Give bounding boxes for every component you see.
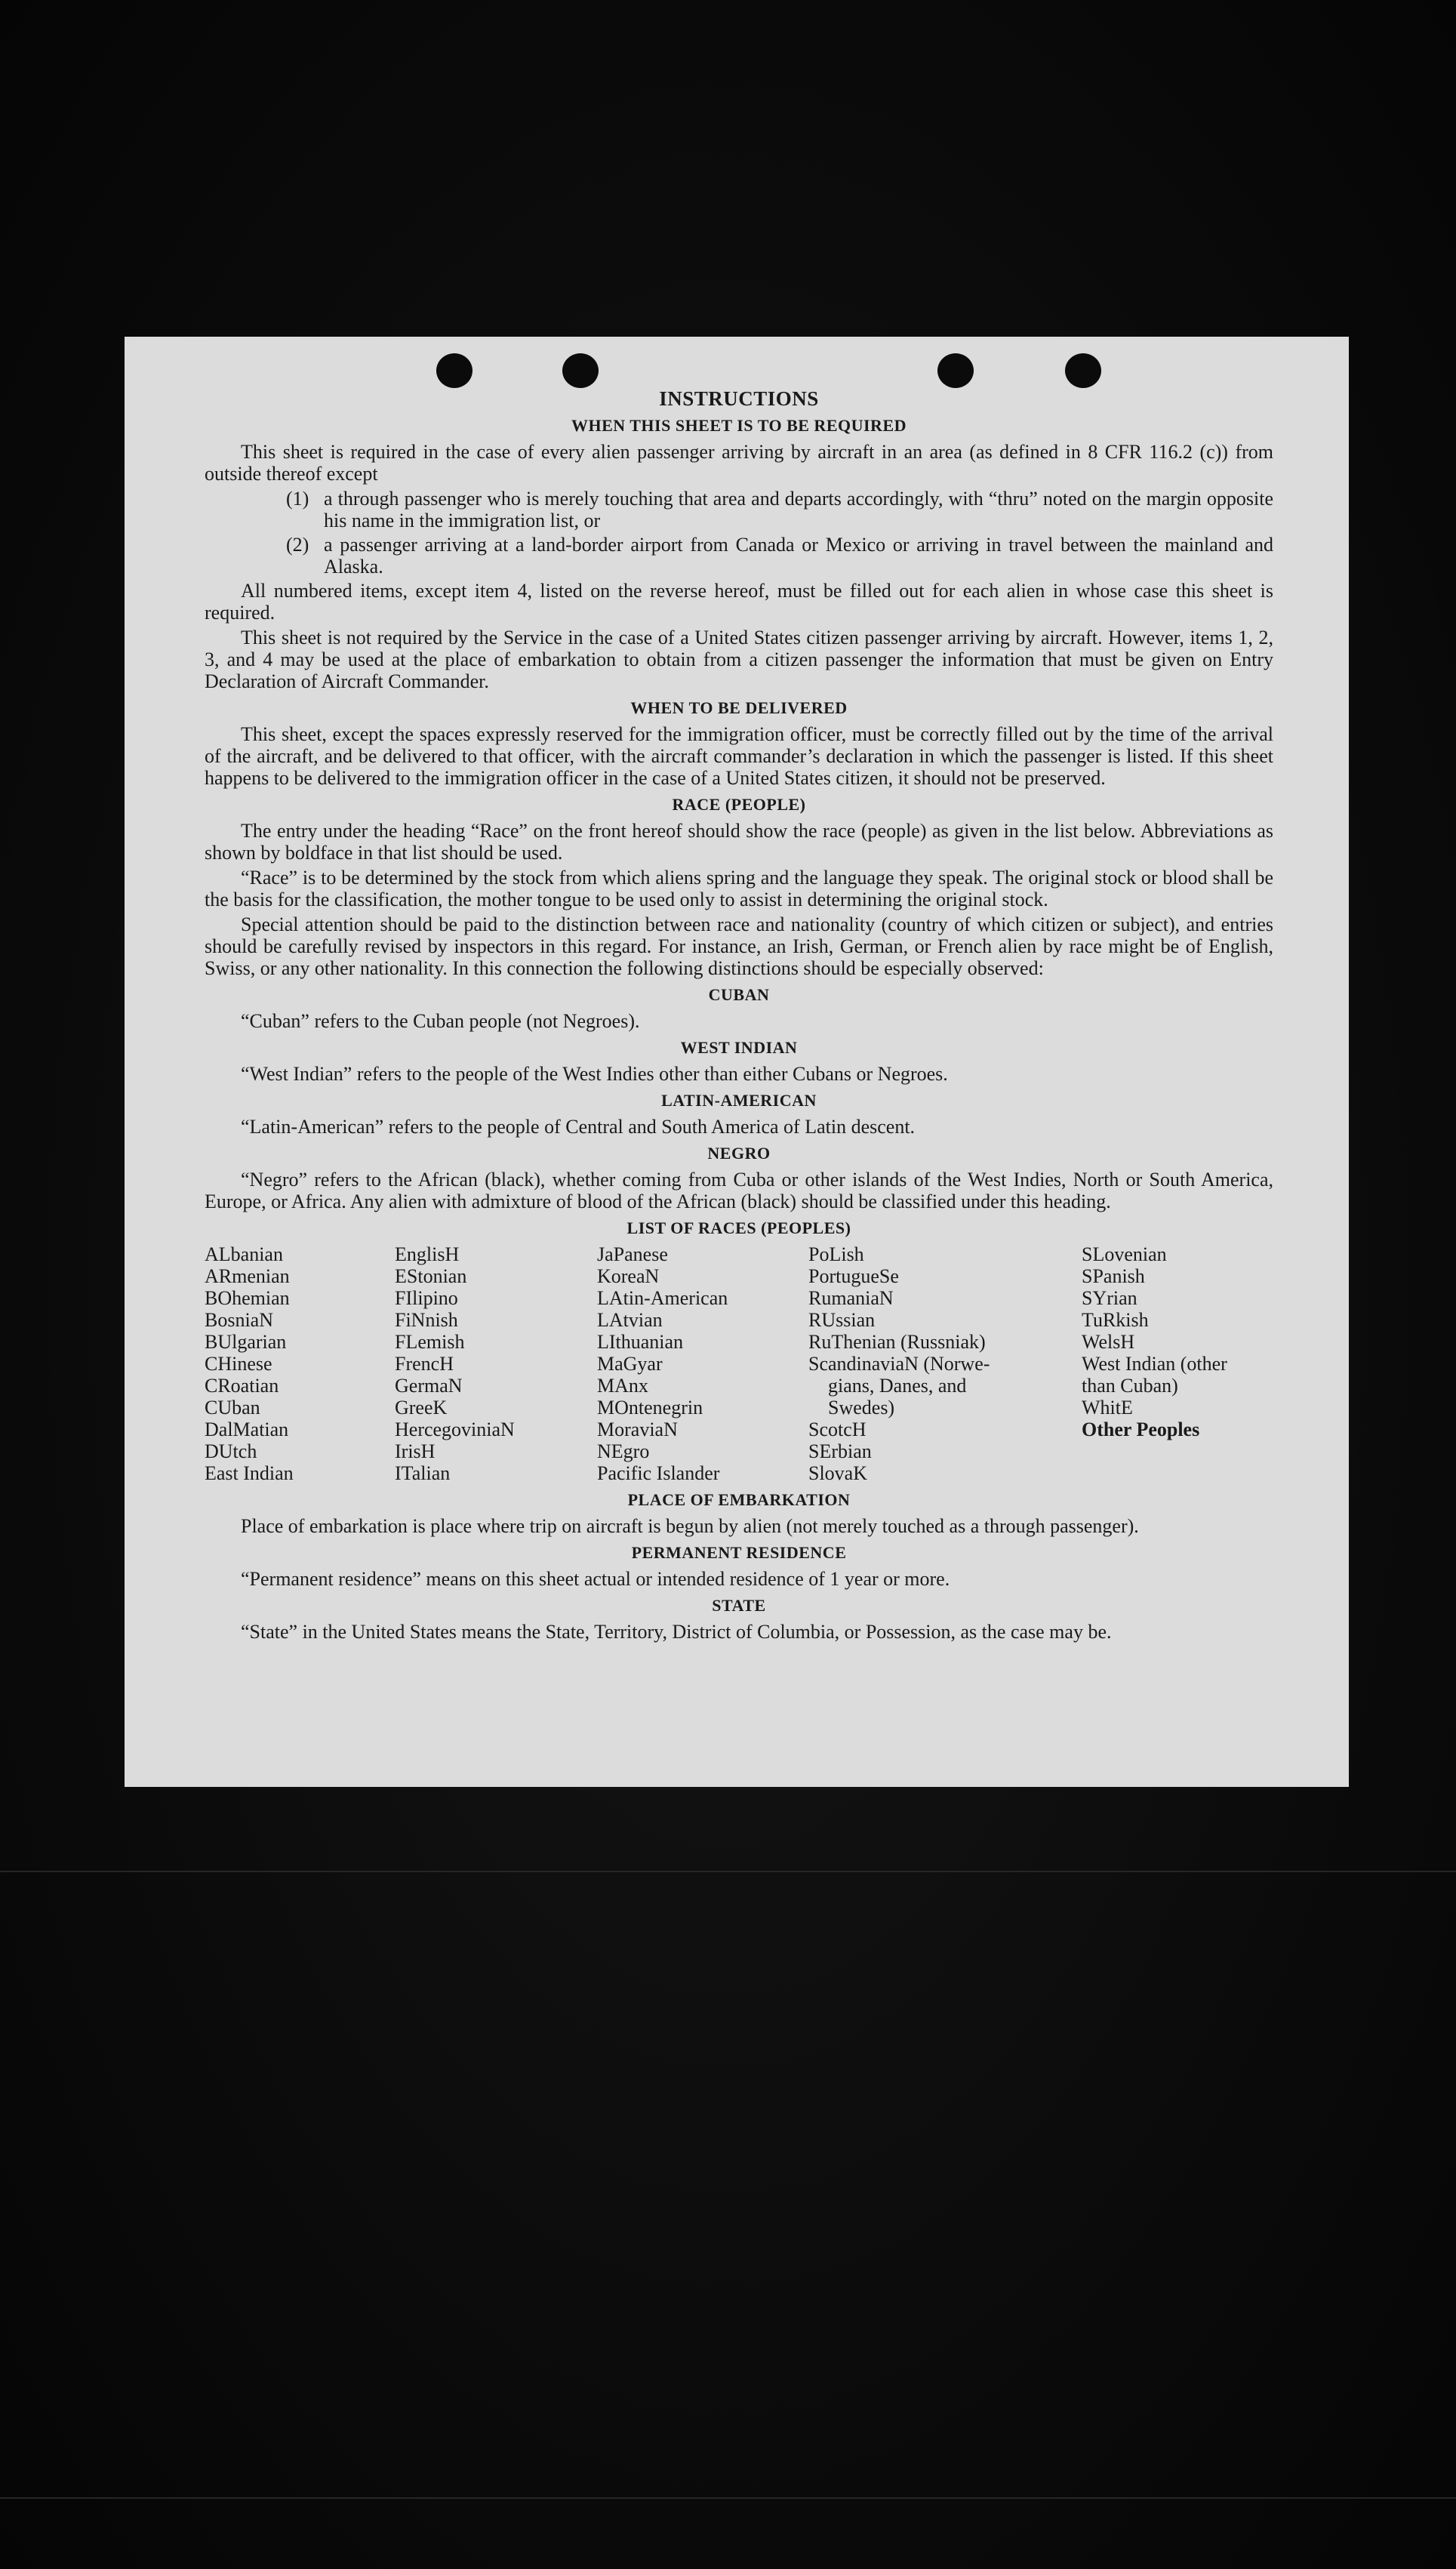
race-entry: ScandinaviaN (Norwe- [808, 1353, 990, 1375]
exception-item [286, 534, 1273, 578]
race-entry: WelsH [1082, 1331, 1135, 1353]
race-entry: LAtin-American [597, 1287, 728, 1309]
race-entry: DalMatian [205, 1418, 289, 1440]
exception-item [286, 488, 1273, 531]
paragraph: “West Indian” refers to the people of the West Indies other than either Cubans or Negroes. [241, 1063, 948, 1085]
race-entry: GreeK [395, 1397, 448, 1418]
film-edge-line [0, 1871, 1456, 1872]
race-entry: RumaniaN [808, 1287, 894, 1309]
race-entry: KoreaN [597, 1265, 660, 1287]
heading-west-indian: WEST INDIAN [680, 1038, 798, 1057]
paragraph: “State” in the United States means the State, Territory, District of Columbia, or Possession, as the case may be. [241, 1621, 1112, 1643]
punch-hole [562, 353, 599, 388]
heading-list-of-races: LIST OF RACES (PEOPLES) [626, 1218, 851, 1237]
race-entry: EStonian [395, 1265, 467, 1287]
race-entry: BUlgarian [205, 1331, 287, 1353]
race-entry: LIthuanian [597, 1331, 684, 1353]
heading-state: STATE [712, 1596, 766, 1615]
film-edge-line [0, 2497, 1456, 2499]
paragraph: “Latin-American” refers to the people of Central and South America of Latin descent. [241, 1116, 916, 1138]
race-entry: WhitE [1082, 1397, 1133, 1418]
paragraph: This sheet, except the spaces expressly reserved for the immigration officer, must be correctly filled out by the time of the arrival of the aircraft, and be delivered to that officer, with the aircraft commander’s declaration in which the passenger is listed. If this sheet happens to be delivered to the immigration officer in the case of a United States citizen, it should not be preserved. [205, 723, 1273, 789]
race-entry: BosniaN [205, 1309, 273, 1331]
race-entry: West Indian (other [1082, 1353, 1227, 1375]
race-entry: ITalian [395, 1462, 451, 1484]
race-entry: EnglisH [395, 1243, 460, 1265]
race-entry: CRoatian [205, 1375, 279, 1397]
paragraph: “Permanent residence” means on this sheet actual or intended residence of 1 year or more. [241, 1568, 950, 1590]
punch-hole [436, 353, 473, 388]
race-entry: Other Peoples [1082, 1418, 1200, 1440]
heading-when-delivered: WHEN TO BE DELIVERED [630, 698, 848, 717]
race-entry: CHinese [205, 1353, 272, 1375]
race-entry: PoLish [808, 1243, 864, 1265]
race-entry: RUssian [808, 1309, 876, 1331]
heading-latin-american: LATIN-AMERICAN [661, 1091, 817, 1110]
heading-cuban: CUBAN [708, 985, 770, 1004]
race-entry: ALbanian [205, 1243, 283, 1265]
punch-hole [1065, 353, 1101, 388]
race-entry: IrisH [395, 1440, 436, 1462]
punch-hole [937, 353, 974, 388]
races-column [597, 1243, 808, 1484]
race-entry: MoraviaN [597, 1418, 678, 1440]
heading-negro: NEGRO [707, 1144, 771, 1163]
race-entry: than Cuban) [1082, 1375, 1178, 1397]
paragraph: All numbered items, except item 4, listed on the reverse hereof, must be filled out for each alien in whose case this sheet is required. [205, 580, 1273, 624]
race-entry: BOhemian [205, 1287, 290, 1309]
race-entry: PortugueSe [808, 1265, 899, 1287]
races-column [395, 1243, 597, 1484]
race-entry: CUban [205, 1397, 260, 1418]
race-entry: ARmenian [205, 1265, 290, 1287]
race-entry: SPanish [1082, 1265, 1145, 1287]
paragraph: This sheet is not required by the Service in the case of a United States citizen passenger arriving by aircraft. However, items 1, 2, 3, and 4 may be used at the place of embarkation to obtain from a citizen passenger the information that must be given on Entry Declaration of Aircraft Commander. [205, 627, 1273, 692]
race-entry: FIlipino [395, 1287, 458, 1309]
race-entry: NEgro [597, 1440, 650, 1462]
race-entry: HercegoviniaN [395, 1418, 515, 1440]
race-entry: FLemish [395, 1331, 465, 1353]
paragraph: “Negro” refers to the African (black), whether coming from Cuba or other islands of the West Indies, North or South America, Europe, or Africa. Any alien with admixture of blood of the African (black) should be classified under this heading. [205, 1169, 1273, 1212]
race-entry: FiNnish [395, 1309, 458, 1331]
race-entry: ScotcH [808, 1418, 867, 1440]
item-text: a through passenger who is merely touching that area and departs accordingly, with “thru” noted on the margin opposite his name in the immigration list, or [324, 488, 1273, 531]
paragraph: “Cuban” refers to the Cuban people (not Negroes). [241, 1010, 640, 1032]
paragraph: Place of embarkation is place where trip on aircraft is begun by alien (not merely touched as a through passenger). [241, 1515, 1139, 1537]
race-entry: Pacific Islander [597, 1462, 720, 1484]
races-column [808, 1243, 1082, 1484]
race-entry: TuRkish [1082, 1309, 1149, 1331]
race-entry: SErbian [808, 1440, 872, 1462]
race-entry: FrencH [395, 1353, 454, 1375]
races-list [205, 1243, 1273, 1484]
race-entry: LAtvian [597, 1309, 663, 1331]
paragraph: Special attention should be paid to the distinction between race and nationality (country of which citizen or subject), and entries should be carefully revised by inspectors in this regard. For instance, an Irish, German, or French alien by race might be of English, Swiss, or any other nationality. In this connection the following distinctions should be especially observed: [205, 913, 1273, 979]
race-entry: gians, Danes, and [828, 1375, 967, 1397]
instruction-sheet [125, 337, 1349, 1787]
race-entry: DUtch [205, 1440, 257, 1462]
race-entry: MaGyar [597, 1353, 663, 1375]
race-entry: GermaN [395, 1375, 463, 1397]
paragraph: The entry under the heading “Race” on the front hereof should show the race (people) as given in the list below. Abbreviations as shown by boldface in that list should be used. [205, 820, 1273, 864]
races-column [205, 1243, 395, 1484]
item-number: (1) [286, 488, 309, 510]
race-entry: MAnx [597, 1375, 648, 1397]
race-entry: JaPanese [597, 1243, 668, 1265]
item-number: (2) [286, 534, 309, 556]
heading-when-required: WHEN THIS SHEET IS TO BE REQUIRED [571, 416, 907, 435]
races-column [1082, 1243, 1278, 1484]
heading-race: RACE (PEOPLE) [672, 795, 806, 814]
page-title: INSTRUCTIONS [659, 387, 819, 410]
sheet-content [205, 388, 1273, 1646]
paragraph: “Race” is to be determined by the stock from which aliens spring and the language they speak. The original stock or blood shall be the basis for the classification, the mother tongue to be used only to assist in determining the original stock. [205, 867, 1273, 910]
heading-residence: PERMANENT RESIDENCE [631, 1543, 847, 1562]
race-entry: SLovenian [1082, 1243, 1167, 1265]
paragraph: This sheet is required in the case of every alien passenger arriving by aircraft in an area (as defined in 8 CFR 116.2 (c)) from outside thereof except [205, 441, 1273, 485]
race-entry: Swedes) [828, 1397, 895, 1418]
race-entry: MOntenegrin [597, 1397, 703, 1418]
race-entry: SlovaK [808, 1462, 867, 1484]
race-entry: SYrian [1082, 1287, 1137, 1309]
heading-embarkation: PLACE OF EMBARKATION [627, 1490, 851, 1509]
race-entry: RuThenian (Russniak) [808, 1331, 986, 1353]
race-entry: East Indian [205, 1462, 294, 1484]
item-text: a passenger arriving at a land-border airport from Canada or Mexico or arriving in travel between the mainland and Alaska. [324, 534, 1273, 578]
